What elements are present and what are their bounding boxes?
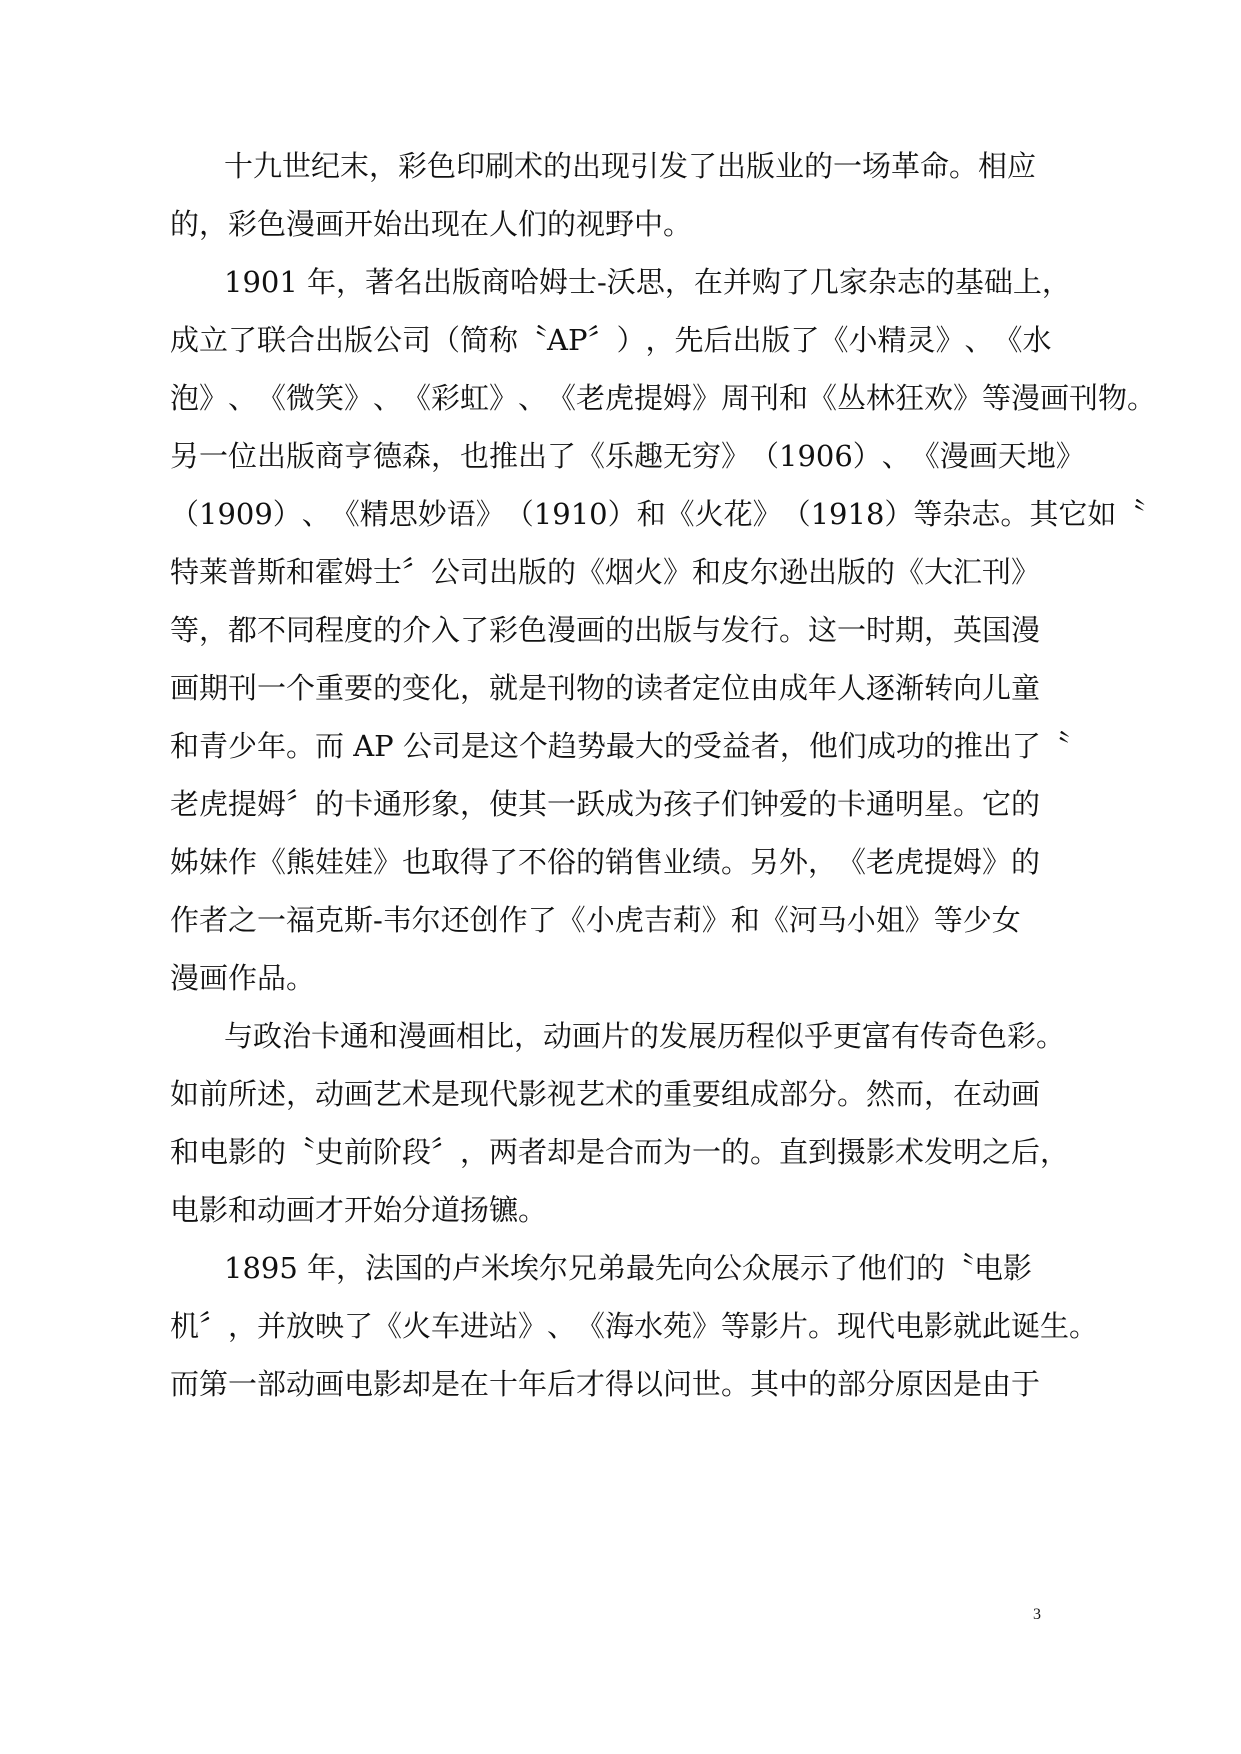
text-line: 等 ， 都 不 同 程 度 的 介 入 了 彩 色 漫 画 的 出 版 与 发 行 。 这 一 时 期 ， 英 国 漫 [170, 613, 1041, 647]
text-line: 和 青 少 年 。 而 A P 公 司 是 这 个 趋 势 最 大 的 受 益 者 ， 他 们 成 功 的 推 出 了 〝 [170, 729, 1070, 763]
text-line: 漫画作品。 [170, 961, 316, 995]
text-line: 泡 》 、 《 微 笑 》 、 《 彩 虹 》 、 《 老 虎 提 姆 》 周 刊 和 《 丛 林 狂 欢 》 等 漫 画 刊 物 。 [170, 381, 1157, 415]
text-line: 如 前 所 述 ， 动 画 艺 术 是 现 代 影 视 艺 术 的 重 要 组 成 部 分 。 然 而 ， 在 动 画 [170, 1077, 1041, 1111]
text-line: 老 虎 提 姆 〞 的 卡 通 形 象 ， 使 其 一 跃 成 为 孩 子 们 钟 爱 的 卡 通 明 星 。 它 的 [170, 787, 1041, 821]
text-line: 而第一部动画电影却是在十年后才得以问世。其中的部分原因是由于 [170, 1367, 1041, 1401]
text-line: 和 电 影 的 〝 史 前 阶 段 〞 ， 两 者 却 是 合 而 为 一 的 。 直 到 摄 影 术 发 明 之 后 ， [170, 1135, 1070, 1169]
text-line: （ 1 9 0 9 ） 、 《 精 思 妙 语 》 （ 1 9 1 0 ） 和 《 火 花 》 （ 1 9 1 8 ） 等 杂 志 。 其 它 如 〝 [170, 497, 1146, 531]
text-line: 特 莱 普 斯 和 霍 姆 士 〞 公 司 出 版 的 《 烟 火 》 和 皮 尔 逊 出 版 的 《 大 汇 刊 》 [170, 555, 1041, 589]
text-line: 作 者 之 一 福 克 斯 - 韦 尔 还 创 作 了 《 小 虎 吉 莉 》 和 《 河 马 小 姐 》 等 少 女 [170, 903, 1021, 937]
text-line: 的，彩色漫画开始出现在人们的视野中。 [170, 207, 693, 241]
text-line: 姊 妹 作 《 熊 娃 娃 》 也 取 得 了 不 俗 的 销 售 业 绩 。 另 外 ， 《 老 虎 提 姆 》 的 [170, 845, 1041, 879]
text-line: 电影和动画才开始分道扬镳。 [170, 1193, 548, 1227]
page-number: 3 [1033, 1606, 1041, 1623]
text-line: 1 9 0 1 年 ， 著 名 出 版 商 哈 姆 士 - 沃 思 ， 在 并 购 了 几 家 杂 志 的 基 础 上 ， [224, 265, 1071, 299]
text-line: 成 立 了 联 合 出 版 公 司 （ 简 称 〝 A P 〞 ） ， 先 后 出 版 了 《 小 精 灵 》 、 《 水 [170, 323, 1052, 357]
text-line: 十 九 世 纪 末 ， 彩 色 印 刷 术 的 出 现 引 发 了 出 版 业 的 一 场 革 命 。 相 应 [224, 149, 1037, 183]
text-line: 1 8 9 5 年 ， 法 国 的 卢 米 埃 尔 兄 弟 最 先 向 公 众 展 示 了 他 们 的 〝 电 影 [224, 1251, 1033, 1285]
text-line: 画 期 刊 一 个 重 要 的 变 化 ， 就 是 刊 物 的 读 者 定 位 由 成 年 人 逐 渐 转 向 儿 童 [170, 671, 1041, 705]
text-line: 与 政 治 卡 通 和 漫 画 相 比 ， 动 画 片 的 发 展 历 程 似 乎 更 富 有 传 奇 色 彩 。 [224, 1019, 1066, 1053]
text-line: 机 〞 ， 并 放 映 了 《 火 车 进 站 》 、 《 海 水 苑 》 等 影 片 。 现 代 电 影 就 此 诞 生 。 [170, 1309, 1099, 1343]
text-line: 另 一 位 出 版 商 亨 德 森 ， 也 推 出 了 《 乐 趣 无 穷 》 （ 1 9 0 6 ） 、 《 漫 画 天 地 》 [170, 439, 1085, 473]
